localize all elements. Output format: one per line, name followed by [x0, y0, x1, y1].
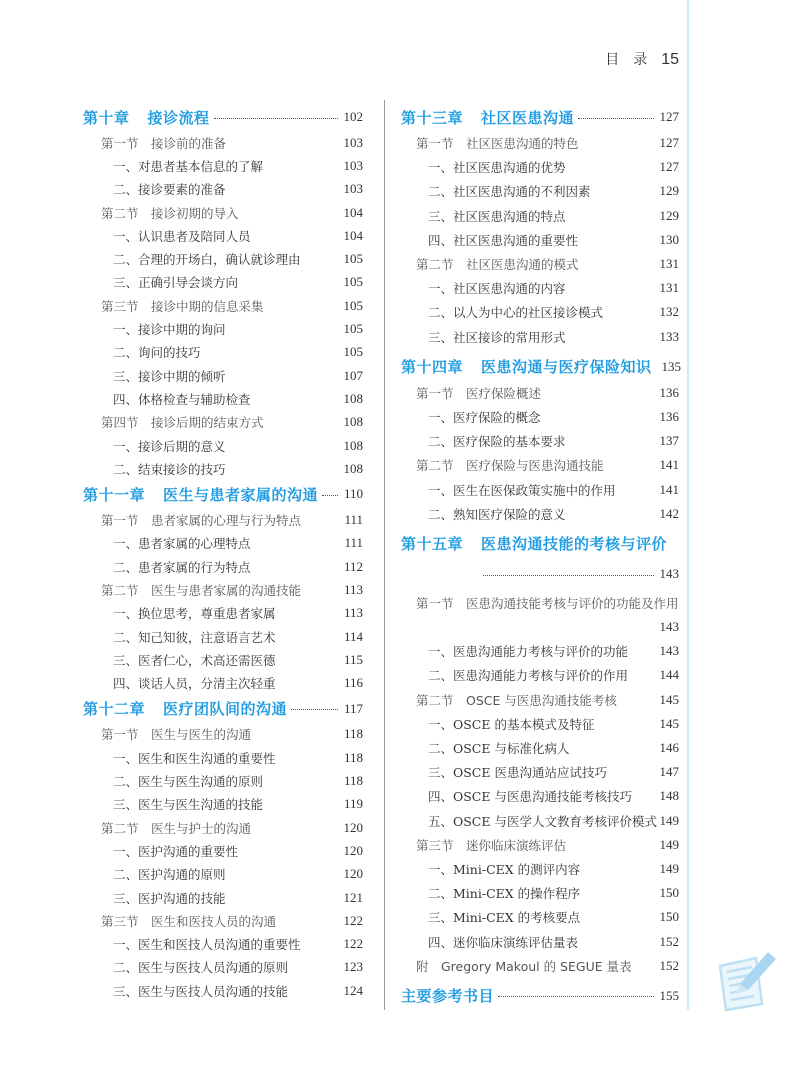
toc-section-title: 第二节 医疗保险与医患沟通技能	[416, 458, 604, 474]
toc-item[interactable]	[83, 457, 363, 480]
toc-chapter-title	[83, 107, 210, 128]
toc-page-number: 120	[343, 819, 363, 835]
toc-page-number: 113	[343, 605, 363, 621]
toc-chapter[interactable]	[401, 530, 679, 558]
toc-page-number: 110	[343, 486, 363, 502]
toc-item-title: 一、医生在医保政策实施中的作用	[428, 482, 616, 498]
toc-item-title: 一、换位思考，尊重患者家属	[113, 606, 276, 622]
toc-item[interactable]	[83, 625, 363, 648]
toc-chapter-title	[401, 356, 652, 377]
toc-page-number: 149	[659, 812, 679, 828]
toc-page-number: 102	[343, 109, 363, 124]
toc-section-title: 附 Gregory Makoul 的 SEGUE 量表	[416, 958, 632, 974]
header-label: 目 录	[605, 52, 648, 68]
toc-item-title: 一、医生和医生沟通的重要性	[113, 750, 276, 766]
toc-page-number: 152	[659, 933, 679, 949]
toc-page-number: 143	[659, 566, 679, 582]
toc-item-title: 三、接诊中期的倾听	[113, 368, 226, 384]
chapter-name: 医患沟通技能的考核与评价	[481, 535, 668, 554]
toc-item-title: 一、对患者基本信息的了解	[113, 158, 264, 174]
toc-page-number: 104	[343, 227, 363, 243]
toc-item-title: 二、患者家属的行为特点	[113, 559, 251, 575]
toc-item-title: 二、社区医患沟通的不利因素	[428, 184, 591, 200]
chapter-number: 第十一章	[83, 485, 146, 504]
toc-item-title: 二、医生与医技人员沟通的原则	[113, 960, 289, 976]
toc-item[interactable]	[83, 434, 363, 457]
toc-item[interactable]	[401, 276, 679, 300]
toc-page-number: 103	[343, 157, 363, 173]
toc-item-title: 二、熟知医疗保险的意义	[428, 506, 566, 522]
toc-page-number: 105	[343, 297, 363, 313]
toc-page-number: 105	[343, 321, 363, 337]
toc-item-title: 四、谈话人员，分清主次轻重	[113, 676, 276, 692]
toc-section[interactable]	[401, 381, 679, 405]
toc-page-number: 133	[659, 328, 679, 344]
dot-leader	[498, 996, 653, 997]
toc-page-number: 152	[659, 957, 679, 973]
toc-item[interactable]	[83, 648, 363, 671]
toc-item[interactable]	[83, 863, 363, 886]
toc-chapter-title: 主要参考书目	[401, 987, 495, 1006]
toc-item[interactable]	[83, 532, 363, 555]
toc-item[interactable]	[83, 154, 363, 177]
toc-item-title: 二、Mini-CEX 的操作程序	[428, 886, 581, 902]
toc-section-title: 第三节 接诊中期的信息采集	[101, 298, 264, 314]
toc-section[interactable]	[83, 578, 363, 601]
toc-item-title: 二、询问的技巧	[113, 345, 201, 361]
toc-section[interactable]	[401, 833, 679, 857]
toc-page-number: 103	[343, 181, 363, 197]
toc-item-title: 二、合理的开场白，确认就诊理由	[113, 252, 301, 268]
column-divider	[384, 100, 385, 1010]
toc-item-title: 一、社区医患沟通的内容	[428, 281, 566, 297]
toc-section[interactable]	[401, 252, 679, 276]
toc-chapter[interactable]	[401, 982, 679, 1010]
toc-section-title: 第一节 医疗保险概述	[416, 385, 542, 401]
toc-page-number: 129	[659, 207, 679, 223]
toc-page-number: 148	[659, 788, 679, 804]
toc-page-number: 149	[659, 836, 679, 852]
toc-page-number: 105	[343, 251, 363, 267]
toc-section-title: 第一节 接诊前的准备	[101, 135, 227, 151]
toc-item-title: 一、接诊后期的意义	[113, 438, 226, 454]
toc-chapter[interactable]	[83, 103, 363, 131]
toc-item[interactable]	[83, 224, 363, 247]
toc-item[interactable]	[401, 905, 679, 929]
toc-item-title: 一、社区医患沟通的优势	[428, 160, 566, 176]
toc-section-title: 第一节 患者家属的心理与行为特点	[101, 513, 302, 529]
toc-page-number: 124	[343, 982, 363, 998]
toc-page-number: 147	[659, 764, 679, 780]
toc-page-number: 118	[343, 773, 363, 789]
toc-item[interactable]	[401, 155, 679, 179]
toc-item-title: 一、OSCE 的基本模式及特征	[428, 716, 595, 732]
toc-item-title: 三、医生与医生沟通的技能	[113, 797, 264, 813]
toc-column-left	[83, 103, 363, 1002]
toc-page-number: 108	[343, 390, 363, 406]
toc-item[interactable]	[401, 228, 679, 252]
toc-page-number: 127	[659, 135, 679, 151]
toc-section[interactable]	[83, 294, 363, 317]
toc-section[interactable]	[401, 954, 679, 978]
toc-item[interactable]	[401, 477, 679, 501]
toc-item-title: 四、迷你临床演练评估量表	[428, 934, 579, 950]
toc-section[interactable]	[83, 201, 363, 224]
dot-leader	[291, 709, 338, 710]
toc-page-number: 115	[343, 651, 363, 667]
toc-page-number: 150	[659, 885, 679, 901]
toc-page-row[interactable]	[401, 558, 679, 591]
toc-page-number: 122	[343, 912, 363, 928]
toc-page-number: 111	[344, 512, 363, 528]
toc-page-number: 135	[661, 358, 682, 374]
toc-section[interactable]	[83, 508, 363, 531]
toc-page-number: 116	[343, 675, 363, 691]
toc-section-title: 第一节 社区医患沟通的特色	[416, 136, 579, 152]
toc-item[interactable]	[401, 712, 679, 736]
chapter-number: 第十五章	[401, 535, 464, 554]
toc-item-title: 三、医生与医技人员沟通的技能	[113, 983, 289, 999]
toc-item[interactable]	[83, 886, 363, 909]
toc-item[interactable]	[401, 204, 679, 228]
toc-page-number: 146	[659, 740, 679, 756]
toc-item-title: 三、社区接诊的常用形式	[428, 329, 566, 345]
toc-page-number: 131	[659, 256, 679, 272]
toc-section[interactable]	[401, 688, 679, 712]
toc-chapter-title	[83, 484, 318, 505]
chapter-number: 第十二章	[83, 700, 146, 719]
toc-item-title: 四、OSCE 与医患沟通技能考核技巧	[428, 789, 632, 805]
toc-section[interactable]	[83, 411, 363, 434]
toc-section-title: 第三节 医生和医技人员的沟通	[101, 913, 277, 929]
dot-leader	[578, 118, 653, 119]
toc-page-number: 114	[343, 628, 363, 644]
toc-page-number: 105	[343, 344, 363, 360]
toc-section-title: 第三节 迷你临床演练评估	[416, 837, 567, 853]
toc-item[interactable]	[401, 929, 679, 953]
toc-page-number: 105	[343, 274, 363, 290]
toc-page-number: 145	[659, 691, 679, 707]
dot-leader	[483, 575, 654, 576]
toc-page-number: 112	[343, 558, 363, 574]
toc-item-title: 一、认识患者及陪同人员	[113, 228, 251, 244]
toc-section-title: 第二节 接诊初期的导入	[101, 205, 239, 221]
toc-item[interactable]	[83, 793, 363, 816]
toc-item[interactable]	[401, 809, 679, 833]
toc-item[interactable]	[401, 429, 679, 453]
toc-page-number: 108	[343, 437, 363, 453]
toc-item-title: 二、医患沟通能力考核与评价的作用	[428, 668, 629, 684]
toc-page-number: 143	[659, 643, 679, 659]
toc-page-number: 129	[659, 183, 679, 199]
toc-page-number: 155	[659, 987, 679, 1003]
toc-page-number: 137	[659, 433, 679, 449]
toc-item[interactable]	[401, 300, 679, 324]
toc-page-row[interactable]	[401, 615, 679, 639]
toc-page-number: 122	[343, 936, 363, 952]
toc-item-title: 一、医患沟通能力考核与评价的功能	[428, 644, 629, 660]
toc-column-right	[401, 103, 682, 1010]
chapter-name: 医生与患者家属的沟通	[163, 485, 319, 504]
toc-item-title: 二、以人为中心的社区接诊模式	[428, 305, 604, 321]
toc-item-title: 一、患者家属的心理特点	[113, 536, 251, 552]
toc-item[interactable]	[83, 672, 363, 695]
toc-page-number: 113	[343, 581, 363, 597]
toc-section-title: 第四节 接诊后期的结束方式	[101, 415, 264, 431]
toc-item-title: 三、医护沟通的技能	[113, 890, 226, 906]
toc-page-number: 108	[343, 460, 363, 476]
toc-item[interactable]	[401, 663, 679, 687]
chapter-name: 接诊流程	[147, 108, 210, 127]
toc-item[interactable]	[401, 405, 679, 429]
chapter-name: 社区医患沟通	[481, 108, 575, 127]
toc-section[interactable]	[401, 591, 679, 615]
toc-section[interactable]	[401, 131, 679, 155]
toc-item-title: 一、医疗保险的概念	[428, 409, 541, 425]
toc-section[interactable]	[83, 723, 363, 746]
toc-chapter[interactable]	[401, 103, 679, 131]
toc-item[interactable]	[401, 760, 679, 784]
toc-chapter-title	[401, 533, 667, 554]
toc-page-number: 150	[659, 909, 679, 925]
toc-page-number: 111	[344, 535, 363, 551]
toc-item[interactable]	[401, 881, 679, 905]
toc-item-title: 五、OSCE 与医学人文教育考核评价模式	[428, 813, 657, 829]
toc-page-number: 136	[659, 384, 679, 400]
toc-item-title: 二、结束接诊的技巧	[113, 461, 226, 477]
toc-item[interactable]	[401, 179, 679, 203]
toc-item[interactable]	[401, 639, 679, 663]
toc-item[interactable]	[83, 555, 363, 578]
toc-page-number: 103	[343, 134, 363, 150]
toc-page-number: 118	[343, 749, 363, 765]
toc-page-number: 143	[659, 619, 679, 635]
toc-page-number: 117	[343, 700, 363, 716]
toc-page-number: 141	[659, 457, 679, 473]
toc-item[interactable]	[83, 341, 363, 364]
toc-section-title: 第二节 医生与患者家属的沟通技能	[101, 582, 302, 598]
toc-item-title: 四、体格检查与辅助检查	[113, 391, 251, 407]
header-page-number: 15	[661, 51, 679, 68]
toc-page-number: 118	[343, 726, 363, 742]
toc-item-title: 三、社区医患沟通的特点	[428, 208, 566, 224]
toc-chapter-title	[401, 107, 574, 128]
chapter-name: 医患沟通与医疗保险知识	[481, 358, 652, 377]
toc-section-title: 第二节 社区医患沟通的模式	[416, 257, 579, 273]
toc-page-number: 104	[343, 204, 363, 220]
toc-chapter-title	[83, 698, 287, 719]
toc-item-title: 一、医护沟通的重要性	[113, 843, 239, 859]
toc-item-title: 一、医生和医技人员沟通的重要性	[113, 937, 301, 953]
toc-item[interactable]	[401, 784, 679, 808]
toc-item-title: 一、接诊中期的询问	[113, 322, 226, 338]
chapter-number: 第十三章	[401, 108, 464, 127]
toc-item[interactable]	[401, 325, 679, 349]
chapter-number: 第十章	[83, 108, 130, 127]
chapter-number: 第十四章	[401, 358, 464, 377]
toc-section-title: 第一节 医生与医生的沟通	[101, 727, 252, 743]
toc-page-number: 119	[343, 796, 363, 812]
toc-item[interactable]	[83, 271, 363, 294]
toc-item-title: 四、社区医患沟通的重要性	[428, 232, 579, 248]
dot-leader	[214, 118, 338, 119]
toc-item[interactable]	[83, 979, 363, 1002]
toc-item[interactable]	[83, 178, 363, 201]
notepad-pencil-icon	[716, 950, 778, 1012]
toc-item-title: 二、医生与医生沟通的原则	[113, 774, 264, 790]
toc-page-number: 145	[659, 715, 679, 731]
toc-item[interactable]	[83, 956, 363, 979]
toc-page-number: 120	[343, 842, 363, 858]
toc-section-title: 第一节 医患沟通技能考核与评价的功能及作用	[416, 595, 679, 611]
toc-item-title: 二、接诊要素的准备	[113, 182, 226, 198]
toc-section[interactable]	[83, 816, 363, 839]
toc-item-title: 三、正确引导会谈方向	[113, 275, 239, 291]
page-edge-rule	[687, 0, 689, 1010]
toc-item-title: 二、OSCE 与标准化病人	[428, 741, 570, 757]
toc-page-number: 144	[659, 667, 679, 683]
toc-item[interactable]	[83, 247, 363, 270]
toc-chapter[interactable]	[401, 353, 682, 381]
chapter-name: 医疗团队间的沟通	[163, 700, 288, 719]
toc-section[interactable]	[83, 909, 363, 932]
toc-page-number: 107	[343, 367, 363, 383]
toc-item[interactable]	[83, 933, 363, 956]
toc-item-title: 三、OSCE 医患沟通站应试技巧	[428, 765, 607, 781]
toc-item-title: 三、Mini-CEX 的考核要点	[428, 910, 581, 926]
toc-chapter[interactable]	[83, 480, 363, 508]
toc-section-title: 第二节 OSCE 与医患沟通技能考核	[416, 692, 617, 708]
toc-page-number: 141	[659, 481, 679, 497]
toc-section[interactable]	[401, 453, 679, 477]
toc-chapter[interactable]	[83, 695, 363, 723]
toc-page-number: 131	[659, 280, 679, 296]
toc-page-number: 123	[343, 959, 363, 975]
toc-item[interactable]	[401, 502, 679, 526]
toc-page-number: 121	[343, 889, 363, 905]
toc-section[interactable]	[83, 131, 363, 154]
toc-page-number: 149	[659, 860, 679, 876]
toc-item-title: 二、医疗保险的基本要求	[428, 434, 566, 450]
toc-page-number: 127	[659, 109, 679, 124]
toc-page-number: 120	[343, 866, 363, 882]
toc-item[interactable]	[401, 736, 679, 760]
toc-item[interactable]	[83, 746, 363, 769]
toc-item[interactable]	[401, 857, 679, 881]
toc-item-title: 一、Mini-CEX 的测评内容	[428, 861, 581, 877]
toc-page-number: 142	[659, 505, 679, 521]
toc-page-number: 136	[659, 408, 679, 424]
running-header	[605, 49, 679, 69]
toc-page-number: 130	[659, 231, 679, 247]
toc-item[interactable]	[83, 839, 363, 862]
toc-item-title: 二、医护沟通的原则	[113, 867, 226, 883]
toc-item-title: 二、知己知彼，注意语言艺术	[113, 629, 276, 645]
toc-section-title: 第二节 医生与护士的沟通	[101, 820, 252, 836]
toc-page-number: 108	[343, 414, 363, 430]
toc-item[interactable]	[83, 769, 363, 792]
toc-item[interactable]	[83, 602, 363, 625]
toc-item-title: 三、医者仁心，术高还需医德	[113, 652, 276, 668]
toc-page-number: 127	[659, 159, 679, 175]
toc-item[interactable]	[83, 317, 363, 340]
toc-page-number: 132	[659, 304, 679, 320]
dot-leader	[322, 495, 338, 496]
toc-item[interactable]	[83, 387, 363, 410]
toc-item[interactable]	[83, 364, 363, 387]
